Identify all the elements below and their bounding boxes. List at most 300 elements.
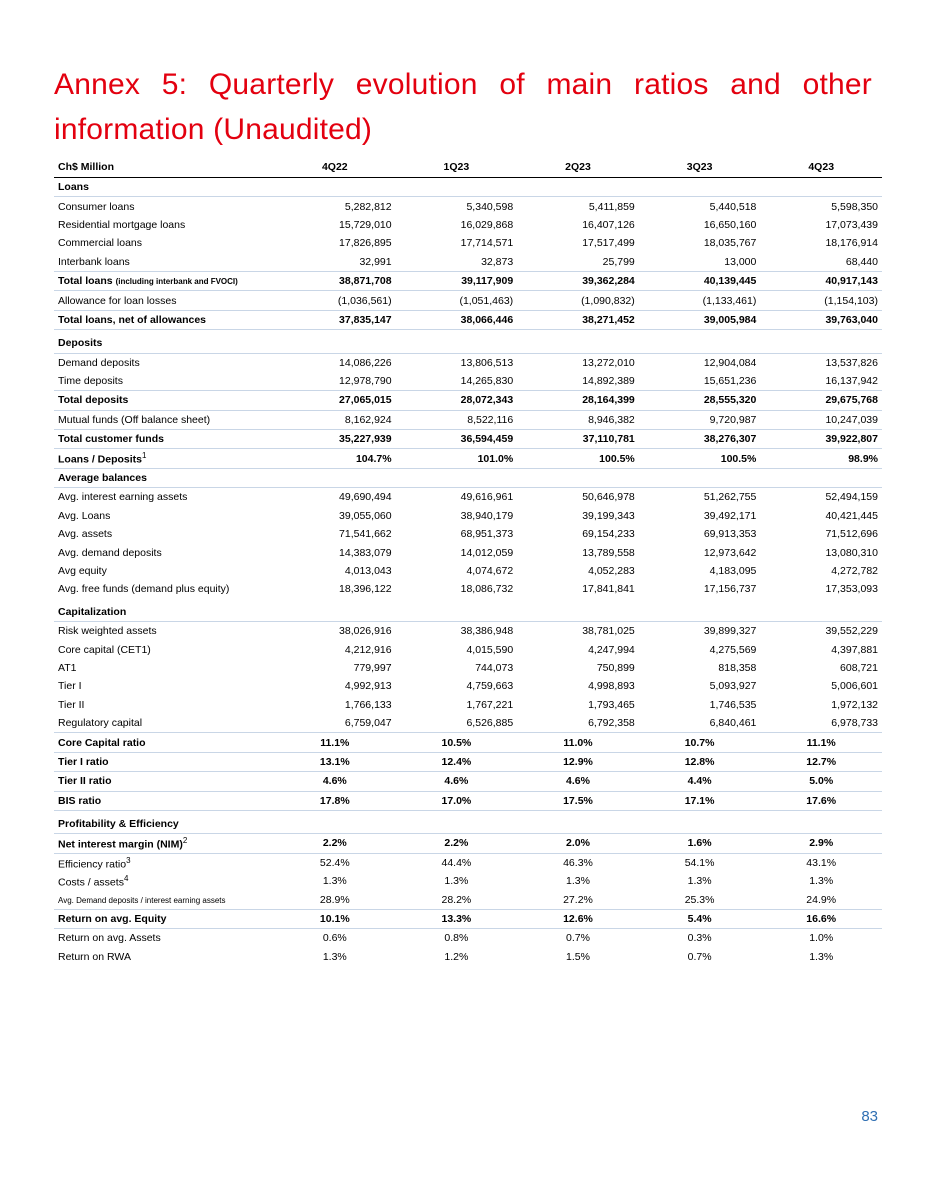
table-row — [54, 948, 882, 966]
value-cell: 6,792,358 — [588, 717, 635, 730]
value-cell — [517, 815, 639, 834]
value-cell — [517, 178, 639, 197]
value-cell: 39,899,327 — [703, 625, 757, 638]
table-row — [54, 291, 882, 310]
row-label-text: Efficiency ratio — [58, 858, 127, 871]
row-label-text: Avg. demand deposits — [58, 546, 162, 559]
value-cell: 16,137,942 — [825, 375, 878, 388]
row-label-text: Avg. free funds (demand plus equity) — [58, 583, 230, 596]
value-cell: 18,086,732 — [460, 583, 514, 596]
value-cell: 17,714,571 — [460, 237, 514, 250]
row-label-text: Allowance for loan losses — [58, 294, 177, 307]
value-cell: 4.6% — [396, 772, 518, 791]
value-cell: 13,789,558 — [582, 546, 635, 559]
value-cell: 14,012,059 — [460, 546, 514, 559]
value-cell: 49,690,494 — [339, 491, 392, 504]
ratios-table — [54, 157, 882, 966]
value-cell: 17,826,895 — [339, 237, 392, 250]
row-label — [54, 410, 274, 429]
value-cell: 1,766,133 — [344, 698, 392, 711]
row-label — [54, 890, 274, 909]
total-row — [54, 834, 882, 853]
value-cell: 38,276,307 — [639, 430, 761, 449]
row-label-text: Costs / assets — [58, 876, 124, 889]
value-cell: (1,133,461) — [702, 294, 757, 307]
value-cell: 5,282,812 — [344, 200, 392, 213]
value-cell: 2.0% — [517, 834, 639, 853]
value-cell: 38,871,708 — [274, 271, 396, 290]
value-cell: 39,199,343 — [582, 509, 635, 522]
row-label — [54, 543, 274, 561]
value-cell: 4.6% — [274, 772, 396, 791]
value-cell: 1,767,221 — [466, 698, 514, 711]
value-cell — [639, 334, 761, 353]
value-cell: 39,492,171 — [703, 509, 757, 522]
value-cell — [760, 334, 882, 353]
value-cell: 38,386,948 — [460, 625, 514, 638]
row-label — [54, 929, 274, 948]
value-cell: 27,065,015 — [274, 391, 396, 410]
value-cell: 1.3% — [322, 875, 347, 888]
row-label — [54, 948, 274, 966]
value-cell — [396, 178, 518, 197]
table-row — [54, 696, 882, 714]
footnote-marker: 1 — [142, 451, 147, 461]
value-cell — [274, 178, 396, 197]
total-row — [54, 733, 882, 752]
header-label: Ch$ Million — [54, 157, 274, 178]
value-cell: 28.2% — [441, 893, 472, 906]
total-row — [54, 752, 882, 771]
value-cell: 40,917,143 — [760, 271, 882, 290]
value-cell: 4,275,569 — [709, 643, 757, 656]
row-label-text: Total customer funds — [58, 433, 164, 446]
value-cell: 52,494,159 — [825, 491, 878, 504]
row-label-text: Tier I — [58, 680, 82, 693]
value-cell: 8,522,116 — [467, 413, 514, 426]
value-cell: 38,781,025 — [582, 625, 635, 638]
row-label — [54, 430, 274, 449]
value-cell: 18,035,767 — [703, 237, 757, 250]
value-cell: 49,616,961 — [460, 491, 514, 504]
value-cell: 4,013,043 — [344, 565, 392, 577]
total-row — [54, 791, 882, 810]
value-cell: 11.1% — [274, 733, 396, 752]
value-cell — [274, 334, 396, 353]
value-cell: 37,110,781 — [517, 430, 639, 449]
row-label-text: Risk weighted assets — [58, 625, 157, 638]
row-label — [54, 603, 274, 622]
value-cell: 32,873 — [481, 255, 514, 268]
value-cell: 4.6% — [517, 772, 639, 791]
table-row — [54, 253, 882, 272]
total-row — [54, 449, 882, 468]
value-cell: 18,176,914 — [825, 237, 878, 250]
value-cell: 13,080,310 — [825, 546, 878, 559]
row-label-text: Avg. assets — [58, 528, 113, 541]
row-label-note: (including interbank and FVOCI) — [115, 277, 238, 287]
row-label — [54, 178, 274, 197]
value-cell: 101.0% — [396, 449, 518, 468]
value-cell: 5,440,518 — [709, 200, 757, 213]
value-cell: 27.2% — [563, 893, 593, 906]
row-label — [54, 525, 274, 543]
value-cell — [639, 815, 761, 834]
value-cell: 12,904,084 — [703, 356, 757, 369]
total-row — [54, 310, 882, 329]
table-row — [54, 640, 882, 658]
value-cell: 12.7% — [760, 752, 882, 771]
row-label — [54, 449, 274, 468]
table-row — [54, 929, 882, 948]
value-cell: 2.9% — [760, 834, 882, 853]
row-label — [54, 507, 274, 525]
value-cell: 100.5% — [517, 449, 639, 468]
value-cell: 68,951,373 — [460, 528, 514, 541]
value-cell: 2.2% — [274, 834, 396, 853]
section-header-row — [54, 468, 882, 487]
value-cell: 71,512,696 — [825, 528, 878, 541]
row-label — [54, 909, 274, 928]
table-row — [54, 890, 882, 909]
value-cell: 11.0% — [517, 733, 639, 752]
row-label-text: Total loans — [58, 275, 113, 288]
value-cell — [639, 468, 761, 487]
row-label — [54, 640, 274, 658]
row-label-text: Core capital (CET1) — [58, 643, 151, 656]
value-cell: 40,139,445 — [639, 271, 761, 290]
value-cell: 69,154,233 — [582, 528, 635, 541]
value-cell: 28.9% — [319, 893, 350, 906]
value-cell: 13,272,010 — [582, 356, 635, 369]
value-cell: 1.3% — [444, 875, 469, 888]
table-row — [54, 659, 882, 677]
value-cell: 28,555,320 — [639, 391, 761, 410]
total-row — [54, 271, 882, 290]
row-label — [54, 872, 274, 890]
value-cell: 1,746,535 — [709, 698, 757, 711]
table-row — [54, 543, 882, 561]
value-cell: 39,005,984 — [639, 310, 761, 329]
value-cell: 12.4% — [396, 752, 518, 771]
value-cell: 14,383,079 — [339, 546, 392, 559]
value-cell — [396, 468, 518, 487]
value-cell: 12,978,790 — [339, 375, 392, 388]
value-cell: 36,594,459 — [396, 430, 518, 449]
value-cell: 10,247,039 — [825, 413, 878, 426]
value-cell: 52.4% — [319, 856, 350, 869]
row-label-text: Loans / Deposits — [58, 453, 143, 466]
table-row — [54, 677, 882, 695]
value-cell: 104.7% — [274, 449, 396, 468]
value-cell: 16,407,126 — [582, 218, 635, 231]
value-cell: 818,358 — [718, 661, 757, 674]
table-body — [54, 178, 882, 967]
value-cell: 17,841,841 — [582, 583, 635, 596]
value-cell: 608,721 — [840, 661, 878, 674]
value-cell: 69,913,353 — [703, 528, 757, 541]
table-row — [54, 216, 882, 234]
row-label — [54, 791, 274, 810]
row-label-text: Time deposits — [58, 375, 123, 388]
value-cell: 4,074,672 — [466, 565, 514, 577]
row-label — [54, 353, 274, 372]
row-label-text: Loans — [58, 181, 89, 194]
total-row — [54, 772, 882, 791]
row-label — [54, 815, 274, 834]
value-cell: 4,992,913 — [344, 680, 392, 693]
table-row — [54, 488, 882, 507]
value-cell — [274, 468, 396, 487]
section-header-row — [54, 178, 882, 197]
table-row — [54, 580, 882, 598]
value-cell: 744,073 — [475, 661, 514, 674]
value-cell: 38,066,446 — [396, 310, 518, 329]
value-cell: 5,340,598 — [466, 200, 514, 213]
table-row — [54, 621, 882, 640]
value-cell: 32,991 — [359, 255, 392, 268]
row-label — [54, 696, 274, 714]
value-cell: 2.2% — [396, 834, 518, 853]
value-cell: 1.3% — [809, 950, 834, 963]
value-cell: 24.9% — [806, 893, 837, 906]
row-label — [54, 234, 274, 252]
value-cell: 54.1% — [684, 856, 715, 869]
section-header-row — [54, 815, 882, 834]
total-row — [54, 909, 882, 928]
value-cell: 17,073,439 — [825, 218, 878, 231]
value-cell: 12,973,642 — [703, 546, 757, 559]
value-cell: 0.6% — [322, 932, 347, 945]
row-label-text: Return on avg. Assets — [58, 932, 161, 945]
value-cell: 1.0% — [809, 932, 834, 945]
value-cell: 17,517,499 — [582, 237, 635, 250]
table-row — [54, 372, 882, 391]
total-row — [54, 391, 882, 410]
value-cell — [639, 178, 761, 197]
value-cell: 5,598,350 — [831, 200, 878, 213]
value-cell: 39,117,909 — [396, 271, 518, 290]
value-cell: 5,411,859 — [588, 200, 635, 213]
value-cell: 35,227,939 — [274, 430, 396, 449]
footnote-marker: 3 — [126, 855, 131, 865]
header-period: 4Q22 — [274, 157, 396, 178]
value-cell: 25,799 — [602, 255, 635, 268]
value-cell: 37,835,147 — [274, 310, 396, 329]
row-label-text: Profitability & Efficiency — [58, 818, 179, 831]
value-cell: 29,675,768 — [760, 391, 882, 410]
value-cell: 5.0% — [760, 772, 882, 791]
table-row — [54, 853, 882, 872]
table-row — [54, 353, 882, 372]
row-label-text: Tier II ratio — [58, 775, 112, 788]
row-label — [54, 334, 274, 353]
value-cell: 38,026,916 — [339, 625, 392, 638]
value-cell: 16.6% — [760, 909, 882, 928]
value-cell: 10.7% — [639, 733, 761, 752]
row-label — [54, 714, 274, 733]
value-cell: 18,396,122 — [339, 583, 392, 596]
row-label-text: Tier I ratio — [58, 755, 109, 768]
value-cell: 6,840,461 — [709, 717, 757, 730]
value-cell — [760, 815, 882, 834]
value-cell — [274, 815, 396, 834]
value-cell: 46.3% — [563, 856, 593, 869]
value-cell: 4,212,916 — [344, 643, 392, 656]
value-cell: 16,029,868 — [460, 218, 514, 231]
row-label — [54, 468, 274, 487]
row-label-text: Average balances — [58, 472, 147, 485]
value-cell: 10.5% — [396, 733, 518, 752]
header-period: 2Q23 — [517, 157, 639, 178]
value-cell: 6,978,733 — [831, 717, 878, 730]
value-cell: 1.6% — [639, 834, 761, 853]
row-label — [54, 752, 274, 771]
value-cell — [517, 603, 639, 622]
row-label — [54, 271, 274, 290]
value-cell — [396, 815, 518, 834]
row-label-text: Avg equity — [58, 565, 107, 577]
value-cell: (1,154,103) — [824, 294, 878, 307]
header-period: 4Q23 — [760, 157, 882, 178]
value-cell: (1,036,561) — [337, 294, 392, 307]
value-cell: 14,086,226 — [339, 356, 392, 369]
value-cell — [760, 178, 882, 197]
row-label — [54, 310, 274, 329]
value-cell: 15,729,010 — [339, 218, 392, 231]
row-label-text: Consumer loans — [58, 200, 135, 213]
value-cell: 17.0% — [396, 791, 518, 810]
value-cell: 4,272,782 — [831, 565, 878, 577]
row-label — [54, 677, 274, 695]
row-label-text: Avg. Demand deposits / interest earning assets — [58, 895, 226, 905]
row-label — [54, 621, 274, 640]
row-label — [54, 391, 274, 410]
header-period: 1Q23 — [396, 157, 518, 178]
row-label-text: Residential mortgage loans — [58, 218, 186, 231]
value-cell: 13.3% — [396, 909, 518, 928]
value-cell: 1.3% — [809, 875, 834, 888]
row-label-text: Avg. Loans — [58, 509, 111, 522]
value-cell: 9,720,987 — [709, 413, 757, 426]
value-cell: 1.3% — [566, 875, 590, 888]
row-label — [54, 216, 274, 234]
value-cell: 6,759,047 — [344, 717, 392, 730]
value-cell: 50,646,978 — [582, 491, 635, 504]
value-cell: 28,072,343 — [396, 391, 518, 410]
row-label — [54, 291, 274, 310]
table-row — [54, 197, 882, 216]
value-cell: 28,164,399 — [517, 391, 639, 410]
value-cell: 17,353,093 — [825, 583, 878, 596]
row-label-text: Core Capital ratio — [58, 736, 146, 749]
table-row — [54, 525, 882, 543]
value-cell: 0.3% — [687, 932, 712, 945]
value-cell: 8,946,382 — [588, 413, 635, 426]
footnote-marker: 4 — [123, 874, 129, 883]
value-cell: 43.1% — [806, 856, 837, 869]
value-cell: 39,763,040 — [760, 310, 882, 329]
row-label-text: Capitalization — [58, 605, 127, 618]
row-label — [54, 488, 274, 507]
value-cell — [274, 603, 396, 622]
value-cell: 12.6% — [517, 909, 639, 928]
value-cell: 11.1% — [760, 733, 882, 752]
value-cell: 38,271,452 — [517, 310, 639, 329]
value-cell: (1,090,832) — [581, 294, 635, 307]
value-cell: (1,051,463) — [459, 294, 514, 307]
value-cell: 4,052,283 — [588, 565, 635, 577]
value-cell: 1,793,465 — [588, 698, 635, 711]
page-number: 83 — [861, 1108, 878, 1125]
row-label-text: Avg. interest earning assets — [58, 491, 188, 504]
table-row — [54, 714, 882, 733]
section-header-row — [54, 334, 882, 353]
header-period: 3Q23 — [639, 157, 761, 178]
value-cell: 4,183,095 — [709, 565, 757, 577]
row-label — [54, 659, 274, 677]
value-cell — [517, 468, 639, 487]
value-cell: 17.8% — [274, 791, 396, 810]
value-cell: 14,892,389 — [582, 375, 635, 388]
value-cell: 4,247,994 — [588, 643, 635, 656]
value-cell: 100.5% — [639, 449, 761, 468]
row-label-text: Tier II — [58, 698, 85, 711]
table-row — [54, 507, 882, 525]
value-cell — [396, 603, 518, 622]
value-cell — [639, 603, 761, 622]
value-cell: 44.4% — [441, 856, 472, 869]
value-cell: 4,998,893 — [588, 680, 635, 693]
value-cell: 6,526,885 — [466, 717, 514, 730]
value-cell: 25.3% — [684, 893, 715, 906]
value-cell: 1,972,132 — [831, 698, 878, 711]
value-cell: 16,650,160 — [703, 218, 757, 231]
row-label — [54, 733, 274, 752]
row-label — [54, 372, 274, 391]
value-cell: 17.1% — [639, 791, 761, 810]
value-cell: 14,265,830 — [460, 375, 514, 388]
row-label-text: Return on RWA — [58, 950, 131, 963]
section-header-row — [54, 603, 882, 622]
value-cell: 15,651,236 — [703, 375, 757, 388]
value-cell: 0.7% — [566, 932, 590, 945]
row-label — [54, 853, 274, 872]
value-cell: 5,006,601 — [831, 680, 878, 693]
row-label — [54, 253, 274, 272]
total-row — [54, 430, 882, 449]
value-cell: 1.2% — [444, 950, 469, 963]
value-cell — [760, 603, 882, 622]
value-cell — [517, 334, 639, 353]
row-label-text: Net interest margin (NIM) — [58, 838, 183, 851]
table-row — [54, 410, 882, 429]
row-label — [54, 772, 274, 791]
value-cell: 1.3% — [687, 875, 712, 888]
value-cell: 13,000 — [724, 255, 757, 268]
value-cell: 98.9% — [760, 449, 882, 468]
value-cell: 8,162,924 — [344, 413, 392, 426]
value-cell: 40,421,445 — [825, 509, 878, 522]
value-cell: 4,015,590 — [466, 643, 514, 656]
value-cell — [396, 334, 518, 353]
value-cell: 39,055,060 — [339, 509, 392, 522]
value-cell — [760, 468, 882, 487]
row-label-text: Return on avg. Equity — [58, 913, 167, 926]
row-label-text: Deposits — [58, 337, 103, 350]
value-cell: 51,262,755 — [703, 491, 757, 504]
ratios-table-container — [54, 157, 882, 966]
